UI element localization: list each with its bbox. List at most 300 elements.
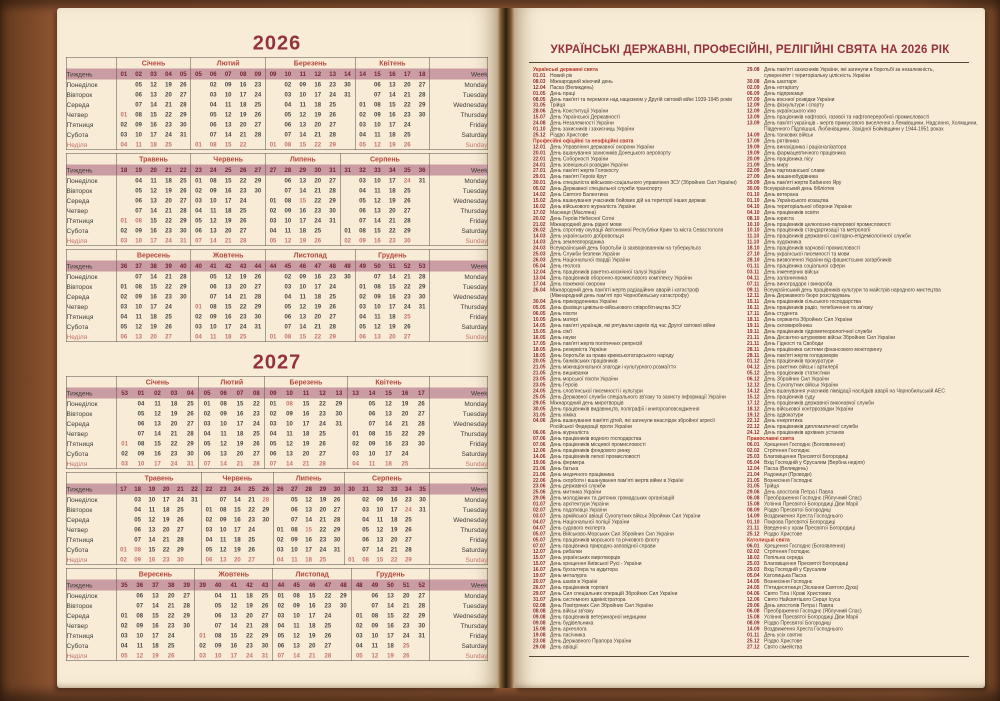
holiday-entry: 24.12 День працівників архівних установ: [747, 430, 845, 436]
holiday-date: 31.05: [747, 483, 760, 490]
weekday-label: Неділя: [66, 140, 116, 150]
date-cell: 27: [254, 283, 262, 290]
holiday-date: 20.02: [533, 215, 546, 222]
holiday-date: 18.05: [533, 346, 546, 353]
date-cell: 12: [224, 273, 232, 280]
date-cell: 16: [387, 622, 394, 629]
date-cell: 28: [418, 91, 426, 98]
date-cell: 24: [248, 526, 255, 533]
month-name: Жовтень: [191, 249, 266, 260]
holiday-date: 07.06: [533, 442, 546, 448]
calendar-band: [66, 472, 488, 565]
date-cell: [191, 272, 206, 282]
date-cell: [416, 555, 430, 565]
date-cell: 29: [254, 303, 262, 310]
date-cell: 28: [183, 602, 190, 609]
date-cell: [415, 206, 430, 216]
date-cell: 30: [179, 227, 187, 234]
date-cell: 18: [388, 187, 396, 194]
date-cell: 11: [374, 187, 381, 194]
date-cell: 15: [376, 556, 384, 563]
date-cell: 10: [224, 91, 232, 98]
date-cell: 04: [273, 555, 287, 565]
holiday-date: 31.05: [533, 412, 546, 418]
date-cell: 26: [333, 496, 341, 503]
holiday-date: 08.09: [747, 507, 760, 514]
date-cell: [176, 140, 191, 150]
date-cell: 11: [299, 101, 306, 108]
holiday-date: 13.09: [747, 114, 760, 121]
date-cell: 27: [319, 450, 326, 457]
holiday-date: 24.03: [533, 245, 546, 252]
date-cell: 11: [374, 131, 381, 138]
date-cell: 03: [120, 632, 128, 639]
holiday-entry: 19.08 День пасічника: [533, 632, 586, 639]
holiday-date: 17.04: [533, 281, 546, 287]
week-number-cell: 23: [191, 165, 206, 176]
date-cell: 21: [390, 546, 398, 553]
holiday-date: 16.07: [533, 567, 546, 573]
date-cell: [344, 495, 358, 505]
holiday-entry: 30.04 День прикордонника України: [533, 299, 618, 305]
date-cell: 20: [165, 91, 172, 98]
corner-cell: [430, 568, 488, 579]
date-cell: 11: [368, 460, 376, 467]
holiday-entry: 24.08 День Незалежності України: [533, 120, 614, 127]
date-cell: 03: [120, 131, 128, 138]
holiday-entry: 12.11 День Державного бюро розслідувань: [747, 293, 851, 299]
holiday-date: 27.09: [747, 174, 760, 180]
date-cell: 18: [299, 227, 307, 234]
date-cell: [188, 505, 202, 515]
holiday-date: 29.07: [533, 590, 546, 597]
holiday-date: 22.06: [533, 477, 546, 484]
date-cell: 04: [214, 592, 222, 599]
week-row-label: Тиждень: [66, 388, 116, 399]
date-cell: 20: [314, 313, 322, 320]
date-cell: 31: [418, 177, 426, 184]
week-number-cell: 39: [161, 261, 176, 272]
date-cell: 24: [403, 121, 411, 128]
holiday-date: 14.06: [533, 453, 546, 460]
date-cell: 20: [170, 420, 178, 427]
holiday-entry: 29.09 День пам'яті жертв Бабиного Яру: [747, 180, 842, 186]
week-number-cell: 52: [400, 261, 415, 272]
date-cell: 17: [385, 450, 392, 457]
holiday-entry: 17.02 Масниця (Масляна): [533, 209, 597, 216]
holiday-entry: 09.08 День будівельника: [533, 620, 594, 627]
weekday-label: Неділя: [66, 651, 116, 661]
date-cell: 13: [209, 227, 217, 234]
week-number-cell: 26: [259, 484, 273, 495]
date-cell: 29: [418, 430, 425, 437]
weekday-label: П'ятниця: [66, 439, 116, 449]
date-cell: 09: [135, 293, 142, 300]
date-cell: [340, 282, 355, 292]
date-cell: 21: [403, 273, 411, 280]
holiday-entry-continuation: (Міжнародний день пам'яті про Чорнобильську катастрофу): [550, 293, 689, 299]
holiday-entry: 19.09 День винахідника і раціоналізатора: [747, 144, 847, 150]
week-number-cell: 05: [191, 69, 206, 80]
date-cell: 08: [136, 612, 144, 619]
holiday-date: 04.06: [533, 418, 546, 424]
holiday-entry: 08.09 Різдво Пресвятої Богородиці: [747, 620, 831, 627]
date-cell: 19: [388, 141, 396, 148]
date-cell: 25: [239, 333, 247, 340]
date-cell: 27: [418, 410, 425, 417]
week-number-cell: 17: [400, 69, 415, 80]
date-cell: 31: [329, 217, 336, 224]
week-number-cell: 37: [131, 261, 146, 272]
date-cell: 17: [305, 546, 312, 553]
holiday-date: 26.02: [533, 227, 546, 234]
holiday-entry: 29.06 День апостолів Петра і Павла: [747, 489, 834, 496]
section-header: Католицькі свята: [747, 537, 790, 543]
date-cell: 15: [152, 612, 159, 619]
holiday-date: 26.04: [533, 287, 546, 293]
week-number-cell: 15: [380, 388, 397, 399]
date-cell: 16: [152, 622, 159, 629]
date-cell: 11: [293, 622, 300, 629]
date-cell: 09: [137, 450, 145, 457]
date-cell: 03: [284, 283, 292, 290]
corner-cell: [430, 57, 488, 68]
date-cell: 19: [234, 546, 241, 553]
date-cell: 17: [224, 323, 232, 330]
date-cell: 25: [401, 460, 409, 467]
date-cell: 03: [362, 506, 369, 513]
holiday-date: 06.06: [533, 430, 546, 436]
date-cell: [265, 272, 280, 282]
week-number-cell: 03: [166, 388, 183, 399]
date-cell: [336, 651, 352, 661]
date-cell: 28: [333, 516, 341, 523]
date-cell: 27: [248, 556, 255, 563]
date-cell: 25: [329, 101, 336, 108]
week-number-cell: 14: [340, 69, 355, 80]
holiday-entry: 25.05 День Державної служби спеціального зв'язку та захисту інформації України: [533, 394, 726, 400]
date-cell: [340, 322, 355, 332]
date-cell: 19: [390, 526, 398, 533]
date-cell: 20: [390, 536, 398, 543]
weekday-label: Субота: [66, 545, 116, 555]
week-number-cell: 53: [116, 388, 133, 399]
week-number-cell: 38: [163, 580, 179, 591]
holiday-entry: 05.04 День геолога: [533, 263, 581, 269]
date-cell: 18: [390, 516, 398, 523]
date-cell: 24: [165, 303, 172, 310]
date-cell: 16: [230, 642, 238, 649]
date-cell: 01: [120, 283, 128, 290]
date-cell: 29: [329, 141, 336, 148]
date-cell: 18: [236, 430, 244, 437]
date-cell: 17: [152, 632, 159, 639]
holiday-date: 14.12: [747, 388, 760, 394]
date-cell: 01: [355, 282, 370, 292]
holiday-entry: 01.10 День Українського козацтва: [747, 197, 829, 204]
holiday-entry: 09.11 Всеукраїнський день працівників культури та майстрів народного мистецтва: [747, 287, 941, 293]
holiday-date: 18.02: [747, 555, 760, 561]
holiday-entry: 27.09 День машинобудівника: [747, 174, 818, 180]
date-cell: 01: [191, 302, 206, 312]
date-cell: 03: [355, 302, 370, 312]
week-number-cell: 30: [310, 165, 325, 176]
date-cell: [331, 439, 348, 449]
date-cell: 02: [121, 450, 128, 457]
week-number-cell: 50: [370, 261, 385, 272]
holiday-entry: 12.07 День рибалки: [533, 549, 582, 555]
corner-cell: [66, 153, 116, 164]
holiday-entry: 13.09 День працівників нафтової, газової та нафтопереробної промисловості: [747, 114, 930, 121]
date-cell: [416, 515, 430, 525]
date-cell: 17: [150, 303, 157, 310]
date-cell: 14: [154, 430, 161, 437]
holiday-entry: 29.08 День авіації: [533, 644, 578, 650]
date-cell: 18: [170, 400, 178, 407]
holiday-entry: 01.10 Покрова Пресвятої Богородиці: [747, 519, 836, 525]
date-cell: 20: [246, 612, 253, 619]
holiday-date: 13.04: [533, 275, 546, 281]
date-cell: 24: [177, 496, 184, 503]
holiday-date: 25.03: [747, 561, 760, 567]
holiday-date: 31.07: [533, 596, 546, 603]
date-cell: 27: [329, 177, 336, 184]
holiday-entry: 14.09 Воздвиження Хреста Господнього: [747, 626, 843, 633]
holiday-entry: 12.04 День працівників ракетно-космічної галузі України: [533, 269, 666, 275]
date-cell: 15: [299, 333, 307, 340]
date-cell: 11: [224, 101, 232, 108]
date-cell: 04: [265, 429, 282, 439]
holiday-entry: 14.03 День землевпорядника: [533, 239, 605, 246]
holiday-entry: 29.06 День молодіжних та дитячих громадських організацій: [533, 495, 675, 502]
holiday-entry: 17.12 День працівників державної виконавчої служби: [747, 400, 874, 406]
date-cell: 22: [403, 283, 411, 290]
weekday-label: Субота: [66, 641, 116, 651]
date-cell: 06: [374, 81, 381, 88]
holiday-entry: 03.07 День армійської авіації Сухопутних військ Збройних Сил України: [533, 513, 701, 519]
holiday-date: 01.01: [533, 72, 546, 79]
date-cell: 17: [302, 420, 310, 427]
date-cell: 26: [324, 632, 332, 639]
date-cell: 06: [199, 449, 216, 459]
date-cell: 12: [154, 410, 161, 417]
week-row-label-en: Week: [430, 580, 488, 591]
week-number-cell: 36: [116, 261, 131, 272]
holiday-date: 27.01: [533, 168, 546, 174]
holiday-entry: 16.11 День працівників радіо, телебачення та зв'язку: [747, 305, 873, 311]
weekday-label: Понеділок: [66, 176, 116, 186]
date-cell: 20: [314, 177, 322, 184]
week-number-cell: 40: [191, 261, 206, 272]
holiday-entry: 23.08 День Державного Прапора України: [533, 638, 632, 644]
date-cell: 12: [209, 217, 217, 224]
date-cell: 13: [299, 121, 307, 128]
holiday-date: 12.09: [747, 108, 760, 115]
date-cell: 29: [261, 632, 269, 639]
holiday-date: 29.09: [747, 180, 760, 186]
week-number-cell: 07: [232, 388, 249, 399]
week-number-cell: 09: [265, 69, 280, 80]
holiday-date: 18.10: [747, 245, 760, 252]
date-cell: 05: [284, 303, 292, 310]
date-cell: 31: [191, 496, 198, 503]
date-cell: 21: [248, 496, 255, 503]
date-cell: 18: [224, 333, 232, 340]
date-cell: 07: [265, 459, 282, 469]
date-cell: 02: [120, 121, 128, 128]
month-name: Липень: [273, 472, 344, 483]
date-cell: [344, 515, 358, 525]
date-cell: 07: [219, 496, 227, 503]
date-cell: 02: [191, 312, 206, 322]
holiday-date: 17.12: [747, 400, 760, 406]
date-cell: 22: [390, 556, 398, 563]
date-cell: 10: [374, 121, 381, 128]
date-cell: 18: [388, 131, 396, 138]
date-cell: 09: [371, 622, 379, 629]
week-number-cell: 17: [413, 388, 430, 399]
date-cell: 25: [329, 293, 336, 300]
date-cell: 31: [419, 506, 426, 513]
date-cell: [273, 505, 287, 515]
holiday-entry: 16.05 День науки: [533, 334, 576, 341]
week-number-cell: 29: [295, 165, 310, 176]
date-cell: 07: [359, 217, 366, 224]
date-cell: 12: [230, 602, 238, 609]
date-cell: 12: [371, 652, 379, 659]
date-cell: 25: [167, 642, 175, 649]
date-cell: 02: [120, 622, 128, 629]
weekday-label: П'ятниця: [66, 120, 116, 130]
date-cell: [191, 120, 206, 130]
date-cell: 19: [314, 111, 322, 118]
date-cell: 10: [286, 420, 293, 427]
date-cell: 01: [120, 546, 127, 553]
date-cell: 08: [371, 612, 379, 619]
date-cell: 07: [291, 516, 298, 523]
weekday-label: П'ятниця: [66, 216, 116, 226]
holiday-entry: 21.05 День вишиванки: [533, 370, 589, 377]
month-name: Травень: [144, 474, 174, 482]
weekday-label-en: Monday: [430, 495, 488, 505]
week-number-cell: 03: [146, 69, 161, 80]
date-cell: 07: [191, 236, 206, 246]
holiday-date: 06.01: [747, 543, 760, 549]
date-cell: 30: [329, 207, 336, 214]
holiday-entry: 15.08 Успіння Пресвятої Богородиці Діви Марії: [747, 614, 859, 621]
week-number-cell: 28: [302, 484, 316, 495]
calendar-band: [66, 376, 488, 469]
date-cell: 07: [135, 207, 142, 214]
date-cell: 09: [286, 410, 293, 417]
date-cell: 27: [165, 333, 172, 340]
date-cell: [413, 459, 430, 469]
holiday-date: 24.12: [747, 430, 760, 436]
weekday-label-en: Friday: [430, 439, 488, 449]
holiday-entry: 14.03 День українського добровольця: [533, 233, 624, 240]
date-cell: 02: [209, 81, 217, 88]
holiday-date: 15.11: [747, 299, 760, 305]
holiday-entry: 08.09 Різдво Пресвятої Богородиці: [747, 507, 831, 514]
holiday-entry: 06.05 День піхоти: [533, 311, 577, 317]
date-cell: 30: [179, 293, 187, 300]
date-cell: 08: [214, 632, 222, 639]
weekday-label-en: Friday: [430, 120, 488, 130]
holiday-date: 18.11: [747, 317, 760, 323]
holiday-date: 12.12: [747, 382, 760, 389]
date-cell: 19: [165, 187, 172, 194]
holiday-entry: 15.07 День українських миротворців: [533, 555, 621, 561]
date-cell: 29: [335, 400, 343, 407]
date-cell: 22: [402, 612, 410, 619]
week-number-cell: 18: [116, 165, 131, 176]
holiday-entry: 29.07 День Сил спеціальних операцій Збройних Сил України: [533, 590, 678, 597]
date-cell: 26: [253, 440, 260, 447]
week-number-cell: 34: [401, 484, 415, 495]
date-cell: [414, 641, 430, 651]
date-cell: 03: [120, 237, 128, 244]
holiday-entry: 06.06 День журналіста: [533, 430, 589, 436]
date-cell: 05: [359, 197, 366, 204]
date-cell: 22: [248, 506, 255, 513]
date-cell: 12: [150, 187, 157, 194]
date-cell: [116, 591, 132, 601]
date-cell: 24: [402, 632, 410, 639]
holiday-entry: 02.02 Стрітення Господнє: [747, 448, 810, 454]
week-number-cell: 18: [415, 69, 430, 80]
holiday-entry: 29.08 День пам'яті захисників України, які загинули в боротьбі за незалежність,: [747, 67, 934, 73]
corner-cell: [66, 472, 116, 483]
holiday-entry: 02.07 День податківця України: [533, 507, 607, 514]
date-cell: [176, 302, 191, 312]
date-cell: 28: [179, 101, 187, 108]
date-cell: 11: [210, 333, 217, 340]
holiday-date: 19.06: [533, 459, 546, 466]
date-cell: 27: [179, 197, 187, 204]
date-cell: 19: [387, 652, 394, 659]
date-cell: [351, 601, 367, 611]
week-number-cell: 12: [314, 388, 331, 399]
date-cell: 02: [362, 496, 369, 503]
date-cell: 04: [135, 177, 142, 184]
date-cell: 01: [265, 140, 280, 150]
holiday-date: 19.12: [747, 412, 760, 418]
date-cell: 08: [209, 303, 217, 310]
weekday-label: Понеділок: [66, 399, 116, 409]
holiday-entry: 18.05 День боротьби за права кримськотатарського народу: [533, 352, 674, 359]
date-cell: 02: [120, 227, 128, 234]
holiday-entry: 07.06 День працівників водного господарства: [533, 436, 642, 442]
date-cell: 13: [299, 177, 307, 184]
date-cell: 30: [419, 496, 426, 503]
holiday-date: 19.09: [747, 144, 760, 150]
date-cell: 17: [388, 177, 396, 184]
holiday-entry: 12.06 Свято Найсвятішого Серця Ісуса: [747, 596, 841, 603]
week-number-cell: 14: [355, 69, 370, 80]
date-cell: 30: [340, 602, 347, 609]
weekday-label: Субота: [66, 226, 116, 236]
date-cell: 26: [405, 526, 412, 533]
date-cell: 17: [314, 91, 322, 98]
week-number-cell: 08: [248, 388, 265, 399]
holiday-entry: 04.10 День територіальної оборони України: [747, 203, 852, 210]
date-cell: 14: [220, 460, 227, 467]
date-cell: 28: [324, 652, 332, 659]
date-cell: 11: [374, 313, 381, 320]
date-cell: [413, 449, 430, 459]
holiday-date: 19.09: [747, 150, 760, 156]
date-cell: 25: [165, 313, 172, 320]
